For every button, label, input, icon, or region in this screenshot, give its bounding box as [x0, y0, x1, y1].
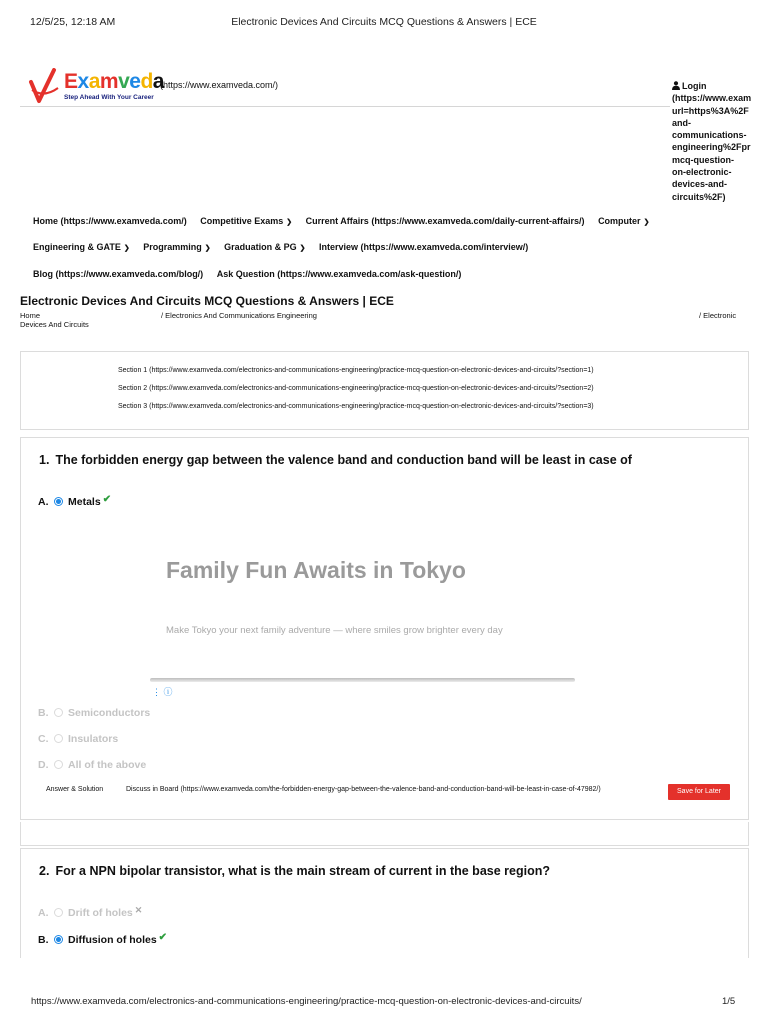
nav-current-affairs[interactable]: Current Affairs (https://www.examveda.com/daily-current-affairs/) [305, 216, 585, 226]
q1-option-b[interactable]: B. Semiconductors [38, 707, 151, 719]
logo-mark-icon [28, 68, 62, 106]
print-header [0, 16, 768, 32]
ad-title: Family Fun Awaits in Tokyo [166, 557, 466, 583]
breadcrumb-ece[interactable]: / Electronics And Communications Engineering [161, 311, 317, 320]
nav-graduation-pg[interactable]: Graduation & PG ❯ [224, 242, 306, 252]
breadcrumb-current-cont: Devices And Circuits [20, 320, 89, 329]
nav-row-1 [33, 216, 660, 226]
question-1-text: 1. The forbidden energy gap between the valence band and conduction band will be least in case of [39, 453, 632, 467]
radio-icon[interactable] [54, 760, 63, 769]
nav-programming[interactable]: Programming ❯ [143, 242, 211, 252]
logo-link-url[interactable]: (https://www.examveda.com/) [160, 80, 279, 90]
ad-subtitle: Make Tokyo your next family adventure — where smiles grow brighter every day [166, 625, 503, 636]
print-datetime: 12/5/25, 12:18 AM [30, 16, 116, 28]
q1-option-a[interactable]: A. Metals ✔ [38, 494, 112, 508]
logo-tagline: Step Ahead With Your Career [64, 94, 154, 101]
print-page-number: 1/5 [722, 996, 736, 1007]
nav-competitive-exams[interactable]: Competitive Exams ❯ [200, 216, 293, 226]
check-icon: ✔ [102, 494, 112, 505]
nav-row-2 [33, 242, 539, 252]
login-url-line: communications- [672, 130, 747, 141]
login-url-line: engineering%2Fpr [672, 142, 751, 153]
login-url-line: mcq-question- [672, 154, 734, 165]
nav-blog[interactable]: Blog (https://www.examveda.com/blog/) [33, 269, 204, 279]
question-card-1 [20, 437, 749, 820]
radio-selected-icon[interactable] [54, 497, 63, 506]
discuss-board-link[interactable]: Discuss in Board (https://www.examveda.com/the-forbidden-energy-gap-between-the-valence-band-and-conduction-band-will-be-least-in-case-of-47982/) [126, 786, 601, 793]
chevron-down-icon: ❯ [299, 245, 306, 252]
header-divider [20, 106, 670, 107]
cross-icon: ✕ [134, 905, 143, 915]
ad-divider [150, 678, 575, 682]
chevron-down-icon: ❯ [204, 245, 211, 252]
chevron-down-icon: ❯ [643, 219, 650, 226]
page-title: Electronic Devices And Circuits MCQ Questions & Answers | ECE [20, 294, 394, 308]
answer-solution-link[interactable]: Answer & Solution [46, 786, 104, 793]
section-1-link[interactable]: Section 1 (https://www.examveda.com/electronics-and-communications-engineering/practice-mcq-question-on-electronic-devices-and-circuits/?section=1) [118, 367, 594, 374]
user-icon [672, 81, 680, 90]
nav-interview[interactable]: Interview (https://www.examveda.com/interview/) [319, 242, 529, 252]
nav-home[interactable]: Home (https://www.examveda.com/) [33, 216, 187, 226]
radio-selected-icon[interactable] [54, 935, 63, 944]
print-title: Electronic Devices And Circuits MCQ Questions & Answers | ECE [231, 16, 537, 28]
question-card-2 [20, 848, 749, 958]
nav-computer[interactable]: Computer ❯ [598, 216, 650, 226]
sections-panel [20, 351, 749, 430]
login-url-line: (https://www.exam [672, 93, 752, 104]
question-card-footer [20, 822, 749, 846]
ad-info-icon[interactable]: ⋮ ⓘ [152, 687, 173, 697]
breadcrumb-home[interactable]: Home [20, 311, 41, 320]
login-url-line: devices-and- [672, 179, 728, 190]
radio-icon[interactable] [54, 734, 63, 743]
nav-engineering-gate[interactable]: Engineering & GATE ❯ [33, 242, 130, 252]
q1-option-d[interactable]: D. All of the above [38, 759, 147, 771]
chevron-down-icon: ❯ [286, 219, 293, 226]
login-link[interactable] [672, 80, 768, 203]
login-url-line: on-electronic- [672, 167, 732, 178]
radio-icon[interactable] [54, 708, 63, 717]
nav-ask-question[interactable]: Ask Question (https://www.examveda.com/ask-question/) [216, 269, 462, 279]
q2-option-a[interactable]: A. Drift of holes ✕ [38, 905, 143, 919]
print-footer-url: https://www.examveda.com/electronics-and-communications-engineering/practice-mcq-question-on-electronic-devices-and-circuits/ [31, 996, 582, 1007]
breadcrumb-current: / Electronic [699, 311, 737, 320]
section-3-link[interactable]: Section 3 (https://www.examveda.com/electronics-and-communications-engineering/practice-mcq-question-on-electronic-devices-and-circuits/?section=3) [118, 403, 594, 410]
radio-icon[interactable] [54, 908, 63, 917]
login-url-line: and- [672, 117, 691, 128]
save-for-later-button[interactable]: Save for Later [668, 784, 730, 800]
question-2-text: 2. For a NPN bipolar transistor, what is the main stream of current in the base region? [39, 864, 550, 878]
chevron-down-icon: ❯ [123, 245, 130, 252]
q1-option-c[interactable]: C. Insulators [38, 733, 119, 745]
check-icon: ✔ [158, 932, 168, 943]
nav-row-3 [33, 269, 472, 279]
login-url-line: circuits%2F) [672, 191, 726, 202]
logo-wordmark: Examveda [64, 70, 164, 93]
examveda-logo[interactable] [28, 68, 168, 106]
q2-option-b[interactable]: B. Diffusion of holes ✔ [38, 932, 168, 946]
login-url-line: url=https%3A%2F [672, 105, 749, 116]
login-label: Login [682, 81, 707, 91]
section-2-link[interactable]: Section 2 (https://www.examveda.com/electronics-and-communications-engineering/practice-mcq-question-on-electronic-devices-and-circuits/?section=2) [118, 385, 594, 392]
